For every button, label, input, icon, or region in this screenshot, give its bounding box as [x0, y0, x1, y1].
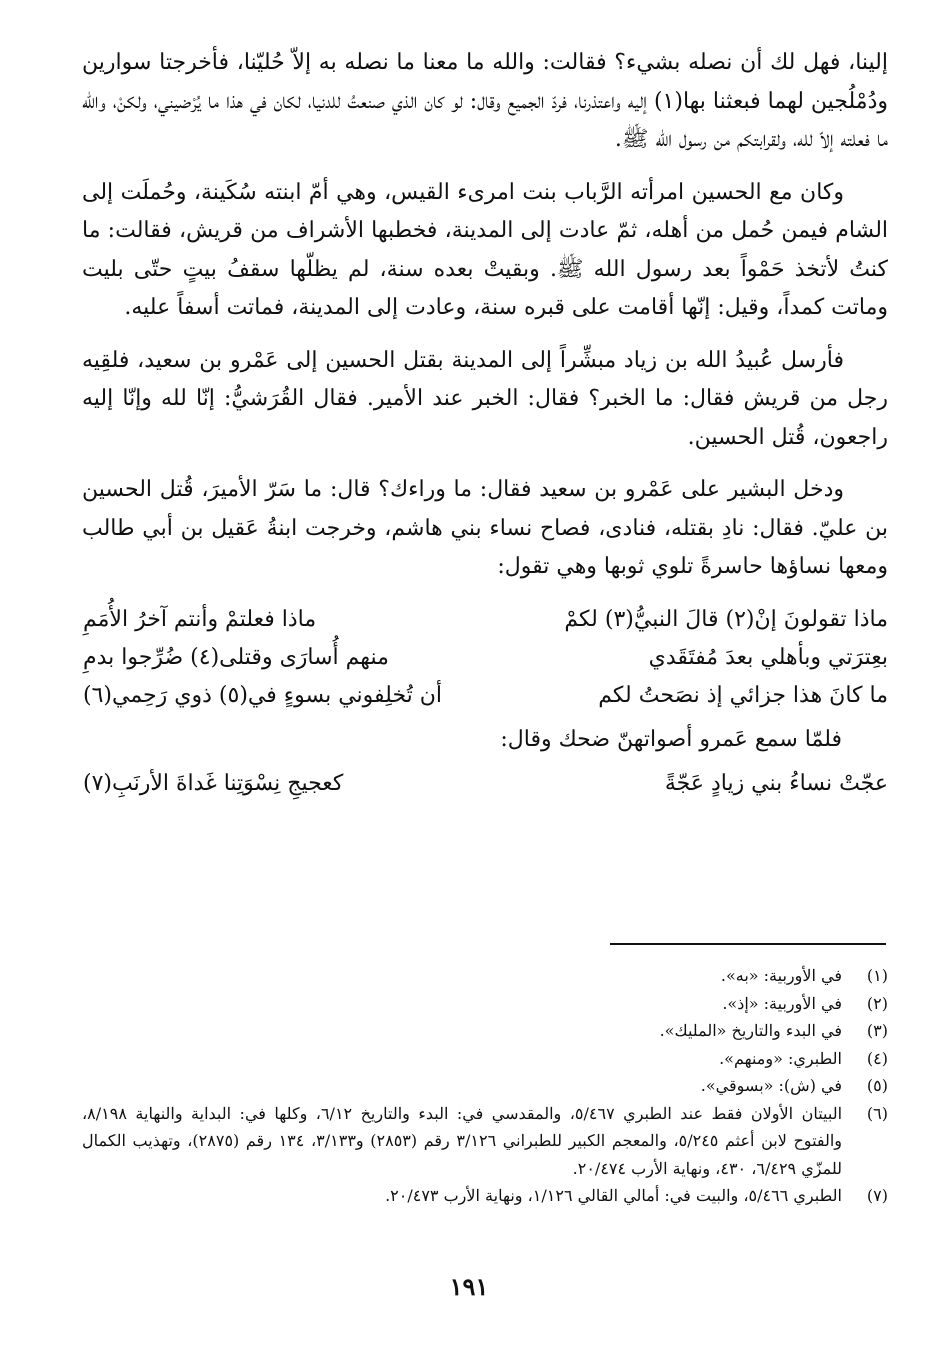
footnote-number: (٤) [866, 1048, 888, 1068]
verse-second-hemistich: كعجيجِ نِسْوَتِنا غَداةَ الأرنَبِ(٧) [83, 770, 344, 796]
paragraph-4: ودخل البشير على عَمْرو بن سعيد فقال: ما وراءك؟ قال: ما سَرّ الأميرَ، قُتل الحسين بن عليّ. فقال: نادِ بقتله، فنادى، فصاح نساء بني هاشم، وخرجت ابنةُ عَقيل بن أبي طالب ومعها نساؤها حاسرةً تلوي ثوبها وهي تقول: [82, 477, 889, 579]
footnote-text: في الأوربية: «إذ». [722, 993, 842, 1013]
footnote-number: (٥) [866, 1076, 888, 1095]
footnote-text: البيتان الأولان فقط عند الطبري ٥/٤٦٧، والمقدسي في: البدء والتاريخ ٦/١٢، وكلها في: البداية والنهاية ٨/١٩٨، والفتوح لابن أعثم ٥/٢٤٥، والمعجم الكبير للطبراني ٣/١٢٦ رقم (٢٨٥٣) و٣/١٣٣، ١٣٤ رقم (٢٨٧٥)، وتهذيب الكمال للمزّي ٦/٤٢٩، ٤٣٠، ونهاية الأرب ٢٠/٤٧٤. [82, 1103, 843, 1178]
verse-line [82, 677, 888, 715]
footnote [82, 1045, 888, 1073]
footnote [82, 1072, 888, 1100]
footnote-number: (٢) [866, 993, 888, 1013]
page-number: ١٩١ [449, 1272, 489, 1301]
poem [82, 601, 888, 715]
footnote-text: في البدء والتاريخ «المليك». [659, 1021, 842, 1040]
footnote-number: (٦) [866, 1103, 888, 1123]
paragraph-1: إلينا، فهل لك أن نصله بشيء؟ فقالت: والله ما معنا ما نصله به إلاّ حُليّنا، فأخرجتا سوارين ودُمْلُجين لهما فبعثنا بها(١) إليه واعتذرنا، فردّ الجميع وقال: لو كان الذي صنعتُ للدنيا، لكان في هذا ما يُرْضيني، ولكنْ، والله ما فعلته إلاّ لله، ولقرابتكم من رسول الله ﷺ. [81, 50, 888, 152]
footnote-number: (٣) [866, 1021, 888, 1040]
footnote [82, 1017, 888, 1045]
footnote-number: (١) [866, 966, 888, 985]
footnote [82, 990, 888, 1018]
footnote-text: الطبري: «ومنهم». [719, 1048, 842, 1068]
verse-first-hemistich: ماذا تقولونَ إنْ(٢) قالَ النبيُّ(٣) لكمْ [564, 606, 888, 632]
footnotes [82, 962, 888, 1210]
footnote-text: في (ش): «بسوقي». [700, 1076, 842, 1095]
footnote [82, 1100, 888, 1183]
verse-line [82, 601, 888, 639]
verse-intro: فلمّا سمع عَمرو أصواتهنّ ضحك وقال: [500, 726, 842, 752]
paragraph-2: وكان مع الحسين امرأته الرَّباب بنت امرىء القيس، وهي أمّ ابنته سُكَينة، وحُملَت إلى الشام فيمن حُمل من أهله، ثمّ عادت إلى المدينة، فخطبها الأشراف من قريش، فقالت: ما كنتُ لأتخذ حَمْواً بعد رسول الله ﷺ. وبقيتْ بعده سنة، لم يظلّها سقفُ بيتٍ حتّى بليت وماتت كمداً، وقيل: إنّها أقامت على قبره سنة، وعادت إلى المدينة، فماتت أسفاً عليه. [82, 179, 889, 320]
verse-second-hemistich: أن تُخلِفوني بسوءٍ في(٥) ذوي رَحِمي(٦) [83, 682, 443, 708]
main-text [82, 44, 888, 803]
verse-second-hemistich: منهم أُسارَى وقتلى(٤) ضُرِّجوا بدمِ [83, 644, 389, 670]
footnote [82, 1182, 888, 1210]
footnote-number: (٧) [866, 1186, 888, 1205]
footnote-text: الطبري ٥/٤٦٦، والبيت في: أمالي القالي ١/١٢٦، ونهاية الأرب ٢٠/٤٧٣. [385, 1186, 842, 1205]
verse-first-hemistich: بعِترَتي وبأهلي بعدَ مُفتَقَدي [648, 644, 888, 670]
verse-line [82, 639, 888, 677]
verse-second-hemistich: ماذا فعلتمْ وأنتم آخرُ الأُمَمِ [83, 606, 317, 632]
footnote-separator [610, 943, 886, 945]
final-verse-line [82, 765, 888, 803]
footnote-text: في الأوربية: «به». [720, 966, 842, 985]
footnote [82, 962, 888, 990]
paragraph-3: فأرسل عُبيدُ الله بن زياد مبشِّراً إلى المدينة بقتل الحسين إلى عَمْرو بن سعيد، فلقِيه رجل من قريش فقال: ما الخبر؟ فقال: الخبر عند الأمير. فقال القُرَشيُّ: إنّا لله وإنّا إليه راجعون، قُتل الحسين. [82, 347, 888, 450]
verse-first-hemistich: ما كانَ هذا جزائي إذ نصَحتُ لكم [598, 682, 888, 708]
verse-first-hemistich: عجّتْ نساءُ بني زيادٍ عَجّةً [664, 770, 888, 796]
